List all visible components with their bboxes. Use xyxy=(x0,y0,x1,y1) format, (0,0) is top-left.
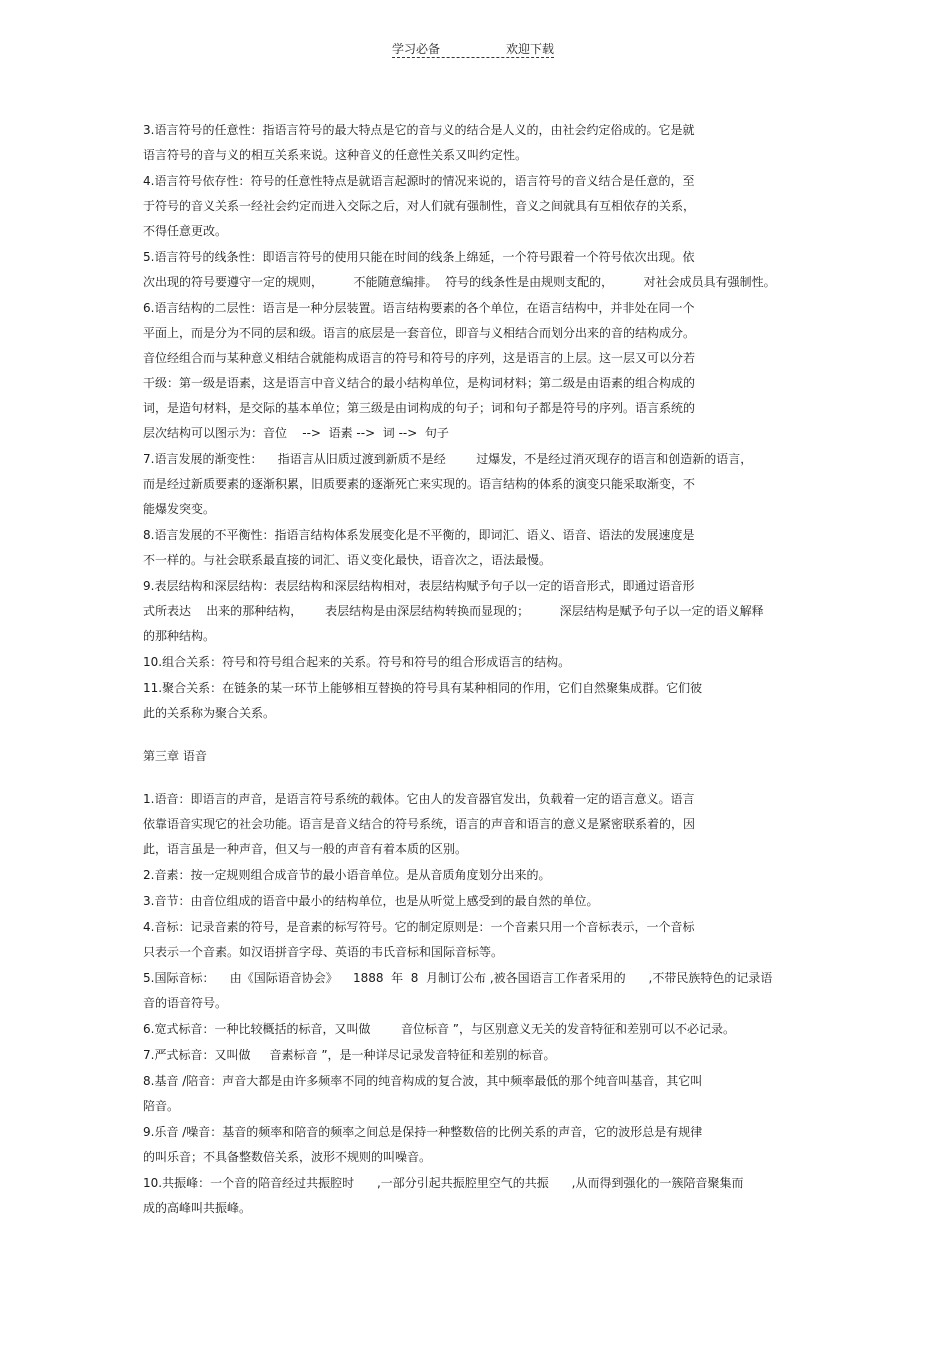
paragraph-line: 3.音节：由音位组成的语音中最小的结构单位，也是从听觉上感受到的最自然的单位。 xyxy=(143,894,599,908)
paragraph-line: 的那种结构。 xyxy=(143,629,216,643)
paragraph xyxy=(143,676,803,726)
header-dashed-rule xyxy=(392,57,554,58)
paragraph-line: 5.国际音标： 由《国际语音协会》 1888 年 8 月制订公布 ,被各国语言工作者采用的 ,不带民族特色的记录语 xyxy=(143,971,773,985)
paragraph-line: 6.宽式标音：一种比较概括的标音，又叫做 音位标音 ”，与区别意义无关的发音特征和差别可以不必记录。 xyxy=(143,1022,736,1036)
paragraph-line: 依靠语音实现它的社会功能。语言是音义结合的符号系统，语言的声音和语言的意义是紧密联系着的，因 xyxy=(143,817,696,831)
paragraph xyxy=(143,863,803,888)
paragraph-line: 成的高峰叫共振峰。 xyxy=(143,1201,252,1215)
paragraph-line: 能爆发突变。 xyxy=(143,502,216,516)
chapter-title: 第三章 语音 xyxy=(143,749,207,763)
paragraph-line: 2.音素：按一定规则组合成音节的最小语音单位。是从音质角度划分出来的。 xyxy=(143,868,551,882)
paragraph-line: 而是经过新质要素的逐渐积累，旧质要素的逐渐死亡来实现的。语言结构的体系的演变只能采取渐变，不 xyxy=(143,477,696,491)
header-right-text: 欢迎下载 xyxy=(505,42,554,56)
paragraph-line: 4.语言符号依存性：符号的任意性特点是就语言起源时的情况来说的，语言符号的音义结合是任意的，至 xyxy=(143,174,695,188)
paragraph-line: 语言符号的音与义的相互关系来说。这种音义的任意性关系又叫约定性。 xyxy=(143,148,528,162)
document-body xyxy=(143,118,803,1222)
paragraph-line: 3.语言符号的任意性：指语言符号的最大特点是它的音与义的结合是人义的，由社会约定俗成的。它是就 xyxy=(143,123,695,137)
paragraph-line: 10.组合关系：符号和符号组合起来的关系。符号和符号的组合形成语言的结构。 xyxy=(143,655,571,669)
paragraph-line: 音位经组合而与某种意义相结合就能构成语言的符号和符号的序列，这是语言的上层。这一层又可以分若 xyxy=(143,351,696,365)
paragraph-line: 干级：第一级是语素，这是语言中音义结合的最小结构单位，是构词材料；第二级是由语素的组合构成的 xyxy=(143,376,696,390)
paragraph-line: 式所表达 出来的那种结构， 表层结构是由深层结构转换而显现的； 深层结构是赋予句子以一定的语义解释 xyxy=(143,604,764,618)
paragraph-line: 音的语音符号。 xyxy=(143,996,228,1010)
page-header xyxy=(392,40,554,60)
paragraph xyxy=(143,1069,803,1119)
paragraph-line: 8.基音 /陪音：声音大都是由许多频率不同的纯音构成的复合波，其中频率最低的那个纯音叫基音，其它叫 xyxy=(143,1074,703,1088)
paragraph xyxy=(143,245,803,295)
paragraph xyxy=(143,787,803,862)
paragraph-line: 平面上，而是分为不同的层和级。语言的底层是一套音位，即音与义相结合而划分出来的音的结构成分。 xyxy=(143,326,696,340)
paragraph xyxy=(143,523,803,573)
paragraph xyxy=(143,650,803,675)
paragraph-line: 9.乐音 /噪音：基音的频率和陪音的频率之间总是保持一种整数倍的比例关系的声音，它的波形总是有规律 xyxy=(143,1125,703,1139)
paragraph xyxy=(143,1017,803,1042)
paragraph-line: 不一样的。与社会联系最直接的词汇、语义变化最快，语音次之，语法最慢。 xyxy=(143,553,552,567)
paragraph-line: 7.语言发展的渐变性： 指语言从旧质过渡到新质不是经 过爆发，不是经过消灭现存的语言和创造新的语言， xyxy=(143,452,753,466)
paragraph xyxy=(143,915,803,965)
paragraph-line: 只表示一个音素。如汉语拼音字母、英语的韦氏音标和国际音标等。 xyxy=(143,945,504,959)
paragraph-line: 9.表层结构和深层结构：表层结构和深层结构相对，表层结构赋予句子以一定的语音形式，即通过语音形 xyxy=(143,579,695,593)
paragraph-line: 6.语言结构的二层性：语言是一种分层装置。语言结构要素的各个单位，在语言结构中，并非处在同一个 xyxy=(143,301,695,315)
paragraph xyxy=(143,296,803,446)
paragraph-line: 5.语言符号的线条性：即语言符号的使用只能在时间的线条上绵延，一个符号跟着一个符号依次出现。依 xyxy=(143,250,695,264)
section-terms-chapter-three xyxy=(143,787,803,1221)
paragraph-line: 7.严式标音：又叫做 音素标音 ”，是一种详尽记录发音特征和差别的标音。 xyxy=(143,1048,556,1062)
paragraph-line: 次出现的符号要遵守一定的规则， 不能随意编排。 符号的线条性是由规则支配的， 对社会成员具有强制性。 xyxy=(143,275,776,289)
paragraph xyxy=(143,1120,803,1170)
paragraph xyxy=(143,1171,803,1221)
paragraph-line: 层次结构可以图示为：音位 --> 语素 --> 词 --> 句子 xyxy=(143,426,449,440)
paragraph-line: 11.聚合关系：在链条的某一环节上能够相互替换的符号具有某种相同的作用，它们自然聚集成群。它们彼 xyxy=(143,681,703,695)
paragraph-line: 词，是造句材料，是交际的基本单位；第三级是由词构成的句子；词和句子都是符号的序列。语言系统的 xyxy=(143,401,696,415)
paragraph-line: 不得任意更改。 xyxy=(143,224,228,238)
paragraph xyxy=(143,966,803,1016)
paragraph-line: 8.语言发展的不平衡性：指语言结构体系发展变化是不平衡的，即词汇、语义、语音、语法的发展速度是 xyxy=(143,528,695,542)
paragraph-line: 此，语言虽是一种声音，但又与一般的声音有着本质的区别。 xyxy=(143,842,468,856)
paragraph xyxy=(143,1043,803,1068)
paragraph-line: 陪音。 xyxy=(143,1099,180,1113)
paragraph xyxy=(143,447,803,522)
paragraph xyxy=(143,118,803,168)
paragraph xyxy=(143,574,803,649)
paragraph xyxy=(143,169,803,244)
paragraph-line: 10.共振峰：一个音的陪音经过共振腔时 ,一部分引起共振腔里空气的共振 ,从而得到强化的一簇陪音聚集而 xyxy=(143,1176,744,1190)
paragraph xyxy=(143,889,803,914)
paragraph-line: 4.音标：记录音素的符号，是音素的标写符号。它的制定原则是：一个音素只用一个音标表示，一个音标 xyxy=(143,920,695,934)
header-left-text: 学习必备 xyxy=(392,42,441,56)
paragraph-line: 的叫乐音；不具备整数倍关系，波形不规则的叫噪音。 xyxy=(143,1150,432,1164)
paragraph-line: 此的关系称为聚合关系。 xyxy=(143,706,276,720)
paragraph-line: 于符号的音义关系一经社会约定而进入交际之后，对人们就有强制性，音义之间就具有互相依存的关系， xyxy=(143,199,696,213)
paragraph-line: 1.语音：即语言的声音，是语言符号系统的载体。它由人的发音器官发出，负载着一定的语言意义。语言 xyxy=(143,792,695,806)
section-terms-chapter-two xyxy=(143,118,803,726)
